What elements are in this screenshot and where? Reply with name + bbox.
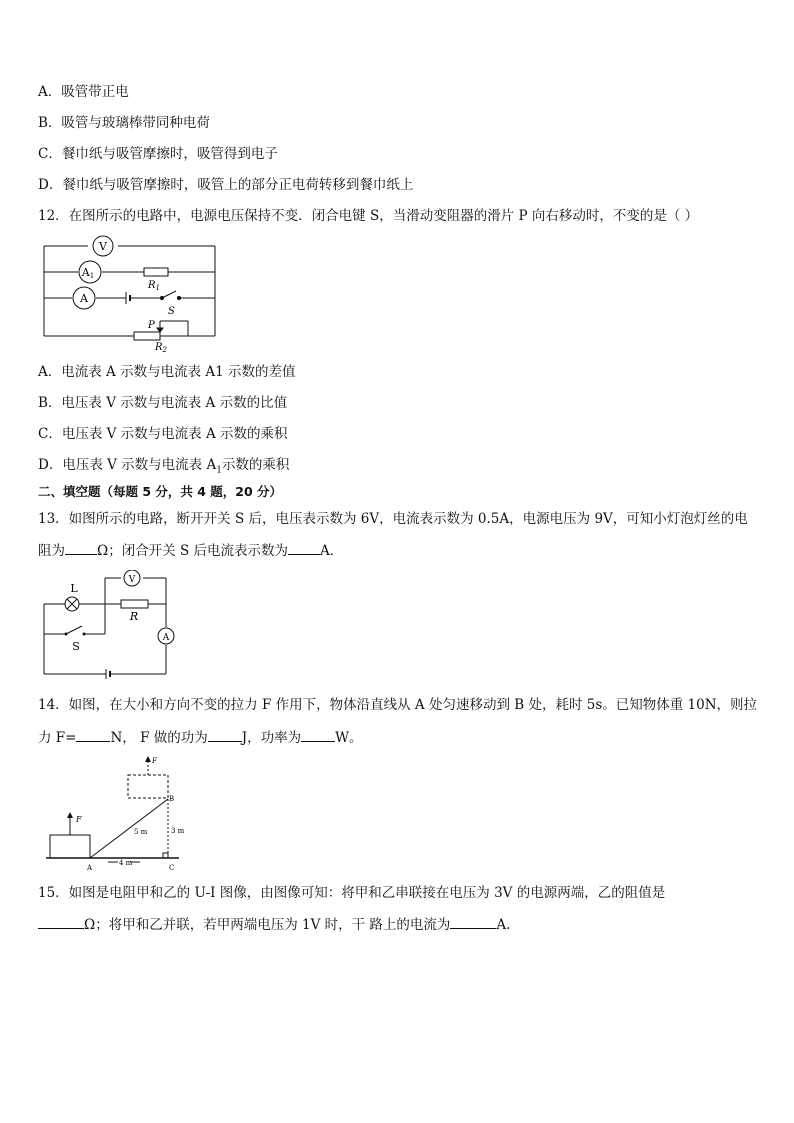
height-label: 3 m	[171, 827, 185, 835]
q15-line1: 15．如图是电阻甲和乙的 U-I 图像，由图像可知：将甲和乙串联接在电压为 3V 的电源两端，乙的阻值是	[38, 885, 666, 901]
q15-blank-2[interactable]	[450, 914, 496, 929]
r1-label: $R_1$	[148, 280, 160, 292]
ammeter-a-label: A	[80, 292, 88, 305]
section-title: 二、填空题（每题 5 分，共 4 题，20 分）	[38, 484, 283, 499]
ammeter-label: A	[162, 633, 170, 643]
q13-circuit-diagram	[38, 570, 183, 682]
switch-label: S	[72, 640, 80, 653]
point-c-label: C	[169, 864, 175, 872]
q12-option-a: A．电流表 A 示数与电流表 A1 示数的差值	[38, 364, 296, 380]
q14-blank-2[interactable]	[208, 727, 242, 742]
voltmeter-label: V	[99, 240, 107, 253]
q14-blank-1[interactable]	[76, 727, 110, 742]
q12-stem: 12．在图所示的电路中，电源电压保持不变．闭合电键 S，当滑动变阻器的滑片 P 向右移动时，不变的是（ ）	[38, 208, 699, 224]
q11-option-c: C．餐巾纸与吸管摩擦时，吸管得到电子	[38, 146, 278, 162]
q15-line2: Ω；将甲和乙并联，若甲两端电压为 1V 时，干 路上的电流为 A.	[38, 914, 510, 935]
q12-circuit-diagram	[38, 232, 228, 354]
ammeter-a1-label: A1	[81, 266, 95, 280]
q12-option-b: B．电压表 V 示数与电流表 A 示数的比值	[38, 395, 288, 411]
voltmeter-label: V	[128, 575, 136, 585]
q13-blank-2[interactable]	[288, 540, 320, 555]
resistor-label: R	[129, 610, 139, 623]
q13-line1: 13．如图所示的电路，断开开关 S 后，电压表示数为 6V，电流表示数为 0.5A，电源电压为 9V，可知小灯泡灯丝的电	[38, 511, 748, 527]
lamp-label: L	[70, 582, 78, 595]
point-a-label: A	[87, 864, 93, 872]
q12-option-d: D．电压表 V 示数与电流表 $A_1$示数的乘积	[38, 457, 290, 476]
hypotenuse-label: 5 m	[134, 828, 148, 836]
q13-blank-1[interactable]	[65, 540, 97, 555]
q14-incline-diagram	[44, 754, 194, 874]
q12-option-c: C．电压表 V 示数与电流表 A 示数的乘积	[38, 426, 288, 442]
q14-line2: 力 F= N， F 做的功为 J，功率为 W。	[38, 727, 363, 748]
q11-option-a: A．吸管带正电	[38, 84, 129, 100]
base-label: 4 m	[119, 859, 133, 867]
r2-label: $R_2$	[155, 342, 167, 354]
q14-line1: 14．如图，在大小和方向不变的拉力 F 作用下，物体沿直线从 A 处匀速移动到 B 处，耗时 5s。已知物体重 10N，则拉	[38, 697, 758, 713]
q11-option-b: B．吸管与玻璃棒带同种电荷	[38, 115, 210, 131]
force-label-top: F	[152, 757, 157, 765]
q14-blank-3[interactable]	[301, 727, 335, 742]
q11-option-d: D．餐巾纸与吸管摩擦时，吸管上的部分正电荷转移到餐巾纸上	[38, 177, 414, 193]
q15-blank-1[interactable]	[38, 914, 84, 929]
point-b-label: B	[169, 795, 175, 803]
switch-label: S	[168, 306, 175, 317]
slider-label: P	[148, 320, 155, 331]
force-label-left: F	[76, 815, 82, 824]
q13-line2: 阻为 Ω；闭合开关 S 后电流表示数为 A．	[38, 540, 343, 561]
